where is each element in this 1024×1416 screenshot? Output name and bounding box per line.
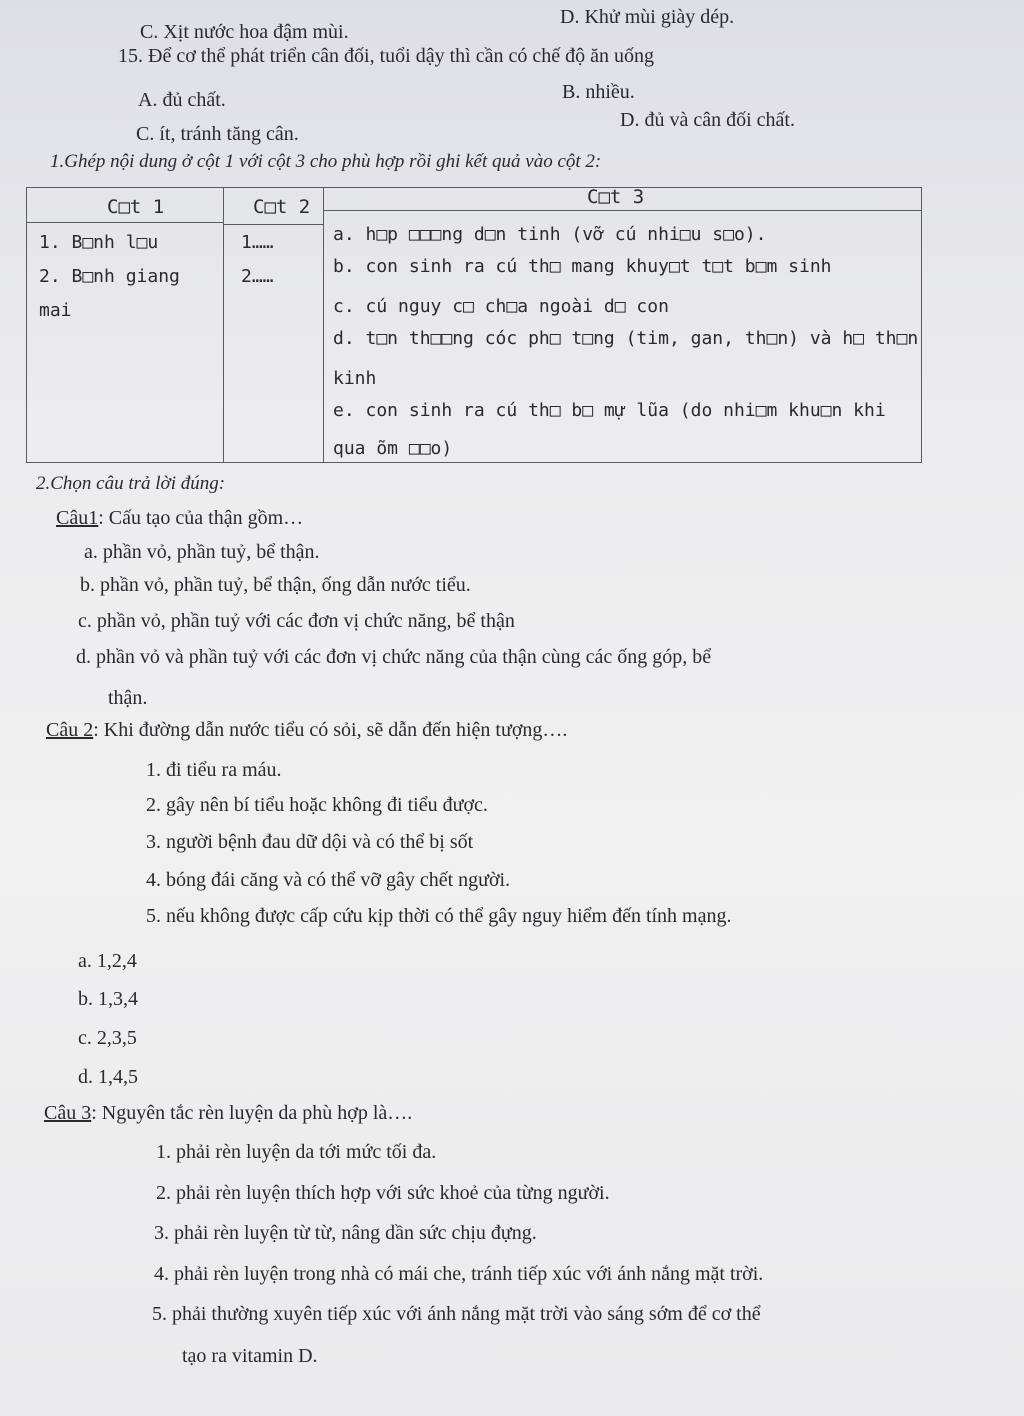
q2-item: 1. đi tiểu ra máu. [146, 759, 282, 781]
q14-option-c: C. Xịt nước hoa đậm mùi. [140, 21, 349, 43]
q1-option-c: c. phần vỏ, phần tuỷ với các đơn vị chức năng, bể thận [78, 610, 515, 632]
table-header-line [223, 224, 323, 225]
header-col1: C□t 1 [107, 196, 165, 218]
q2-item: 4. bóng đái căng và có thể vỡ gây chết người. [146, 869, 511, 891]
q2-item: 3. người bệnh đau dữ dội và có thể bị sốt [146, 831, 474, 853]
q2-item: 2. gây nên bí tiểu hoặc không đi tiểu được. [146, 794, 488, 816]
q2-label: Câu 2 [46, 719, 94, 741]
section1-title: 1.Ghép nội dung ở cột 1 với cột 3 cho phù hợp rồi ghi kết quả vào cột 2: [50, 151, 602, 172]
q3-item: 3. phải rèn luyện từ từ, nâng dần sức chịu đựng. [154, 1222, 537, 1244]
col3-item: c. cú nguy c□ ch□a ngoài d□ con [333, 296, 669, 317]
q2-option-b: b. 1,3,4 [78, 988, 138, 1010]
table-divider [323, 188, 324, 462]
q1-text: : Cấu tạo của thận gồm… [98, 507, 304, 529]
q15-option-c: C. ít, tránh tăng cân. [136, 123, 299, 145]
q3-heading [44, 1101, 412, 1125]
q3-item: 1. phải rèn luyện da tới mức tối đa. [156, 1141, 437, 1163]
q14-option-d: D. Khử mùi giày dép. [560, 6, 735, 28]
col2-blank: 2…… [241, 266, 274, 287]
q15-question: 15. Để cơ thể phát triển cân đối, tuổi dậy thì cần có chế độ ăn uống [118, 45, 654, 67]
col3-item: kinh [333, 368, 377, 389]
col3-item: a. h□p □□□ng d□n tinh (vỡ cú nhi□u s□o). [333, 224, 767, 245]
col3-item: d. t□n th□□ng cóc ph□ t□ng (tim, gan, th□n) và h□ th□n [333, 328, 919, 349]
q1-heading [56, 506, 303, 530]
q2-heading [46, 718, 567, 742]
table-header-line [323, 210, 921, 211]
q2-text: : Khi đường dẫn nước tiểu có sỏi, sẽ dẫn đến hiện tượng…. [93, 719, 568, 741]
table-divider [223, 188, 224, 462]
section2-title: 2.Chọn câu trả lời đúng: [36, 473, 226, 494]
col2-blank: 1…… [241, 232, 274, 253]
q3-item-continued: tạo ra vitamin D. [182, 1345, 318, 1367]
col3-item: e. con sinh ra cú th□ b□ mự lũa (do nhi□m khu□n khi [333, 400, 886, 421]
q3-text: : Nguyên tắc rèn luyện da phù hợp là…. [91, 1102, 413, 1124]
q2-option-c: c. 2,3,5 [78, 1027, 137, 1049]
q2-option-a: a. 1,2,4 [78, 950, 137, 972]
q15-option-b: B. nhiều. [562, 81, 635, 103]
q15-option-d: D. đủ và cân đối chất. [620, 109, 795, 131]
header-col2: C□t 2 [253, 196, 311, 218]
col1-item: 1. B□nh l□u [39, 232, 159, 253]
q3-item: 4. phải rèn luyện trong nhà có mái che, tránh tiếp xúc với ánh nắng mặt trời. [154, 1263, 764, 1285]
q1-label: Câu1 [56, 507, 99, 529]
q1-option-d-continued: thận. [108, 687, 148, 709]
q1-option-a: a. phần vỏ, phần tuỷ, bể thận. [84, 541, 320, 563]
q3-item: 5. phải thường xuyên tiếp xúc với ánh nắng mặt trời vào sáng sớm để cơ thể [152, 1303, 761, 1325]
col3-item: b. con sinh ra cú th□ mang khuy□t t□t b□m sinh [333, 256, 832, 277]
col1-item: 2. B□nh giang [39, 266, 180, 287]
q1-option-d: d. phần vỏ và phần tuỷ với các đơn vị chức năng của thận cùng các ống góp, bể [76, 646, 712, 668]
matching-table [26, 187, 922, 463]
q3-item: 2. phải rèn luyện thích hợp với sức khoẻ của từng người. [156, 1182, 610, 1204]
q3-label: Câu 3 [44, 1102, 92, 1124]
table-header-line [27, 222, 223, 223]
q15-option-a: A. đủ chất. [138, 89, 226, 111]
header-col3: C□t 3 [587, 186, 645, 208]
q2-option-d: d. 1,4,5 [78, 1066, 138, 1088]
col1-item: mai [39, 300, 72, 321]
q2-item: 5. nếu không được cấp cứu kịp thời có thể gây nguy hiểm đến tính mạng. [146, 905, 732, 927]
col3-item: qua õm □□o) [333, 438, 453, 459]
q1-option-b: b. phần vỏ, phần tuỷ, bể thận, ống dẫn nước tiểu. [80, 574, 471, 596]
